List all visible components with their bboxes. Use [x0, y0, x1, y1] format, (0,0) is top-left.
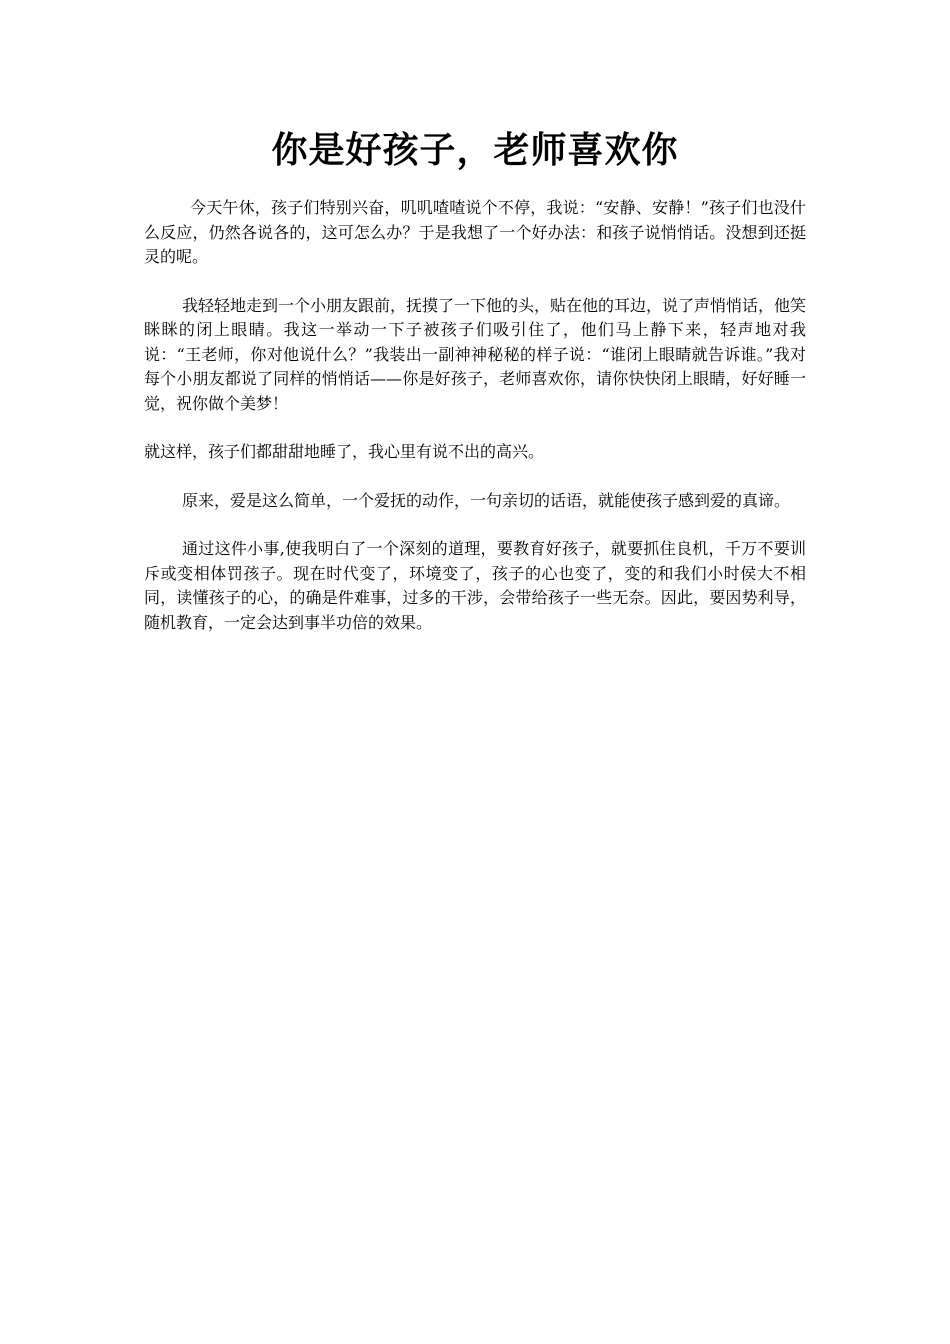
document-title: 你是好孩子，老师喜欢你 [271, 129, 679, 171]
paragraph-1: 今天午休，孩子们特别兴奋，叽叽喳喳说个不停，我说：“安静、安静！”孩子们也没什么反应，仍然各说各的，这可怎么办？于是我想了一个好办法：和孩子说悄悄话。没想到还挺灵的呢。 [144, 198, 806, 266]
paragraph-3: 就这样，孩子们都甜甜地睡了，我心里有说不出的高兴。 [144, 442, 545, 461]
paragraph-2: 我轻轻地走到一个小朋友跟前，抚摸了一下他的头，贴在他的耳边，说了声悄悄话，他笑眯眯的闭上眼睛。我这一举动一下子被孩子们吸引住了，他们马上静下来，轻声地对我说：“王老师，你对他说什么？”我装出一副神神秘秘的样子说：“谁闭上眼睛就告诉谁。”我对每个小朋友都说了同样的悄悄话——你是好孩子，老师喜欢你，请你快快闭上眼睛，好好睡一觉，祝你做个美梦！ [144, 295, 807, 413]
document-page [144, 125, 806, 659]
paragraph-5: 通过这件小事,使我明白了一个深刻的道理，要教育好孩子，就要抓住良机，千万不要训斥或变相体罚孩子。现在时代变了，环境变了，孩子的心也变了，变的和我们小时侯大不相同，读懂孩子的心，的确是件难事，过多的干涉，会带给孩子一些无奈。因此，要因势利导，随机教育，一定会达到事半功倍的效果。 [144, 539, 806, 632]
paragraph-4: 原来，爱是这么简单，一个爱抚的动作，一句亲切的话语，就能使孩子感到爱的真谛。 [182, 490, 791, 510]
